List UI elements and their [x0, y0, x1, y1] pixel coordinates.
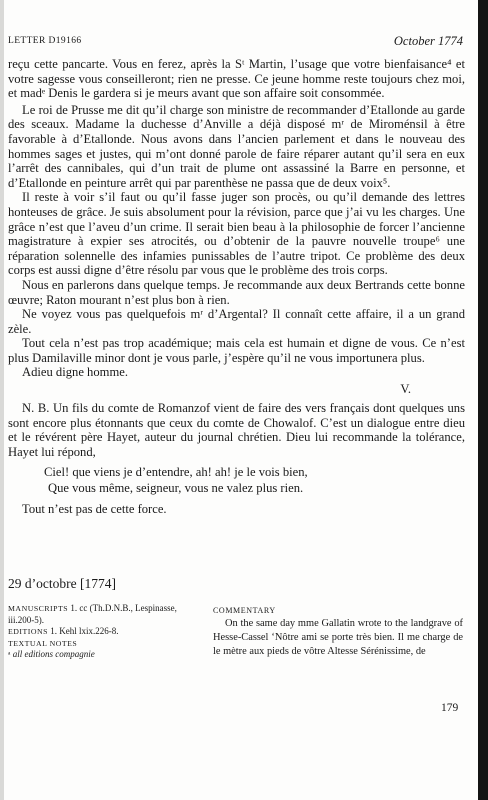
postscript-paragraph: N. B. Un fils du comte de Romanzof vient de faire des vers français dont quelques uns sont encore plus étonnants que ceux du comte de Chowalof. C’est un dialogue entre dieu et le révérent père Hayet, auteur du journal chrétien. Dieu lui recommande la tolérance, Hayet lui répond, [8, 401, 465, 459]
verse-line-2: Que vous même, seigneur, vous ne valez plus rien. [48, 480, 304, 495]
signature: V. [400, 382, 411, 397]
paragraph-1: reçu cette pancarte. Vous en ferez, après la Sᵗ Martin, l’usage que votre bienfaisance⁴ et votre sagesse vous conseilleront; rien ne presse. Ce jeune homme reste toujours chez moi, et madᵉ Denis le gardera si je meurs avant que son affaire soit consommée. [8, 57, 465, 101]
textual-notes-label: TEXTUAL NOTES [8, 638, 78, 648]
manuscripts-label: MANUSCRIPTS [8, 604, 69, 613]
book-page [8, 0, 474, 800]
editions-entry [8, 626, 193, 638]
editions-label: EDITIONS [8, 627, 48, 637]
textual-notes-heading [8, 638, 193, 650]
paragraph-7: Adieu digne homme. [22, 365, 128, 380]
manuscripts-entry [8, 603, 193, 626]
paragraph-2: Le roi de Prusse me dit qu’il charge son ministre de recommander d’Etallonde au garde des sceaux. Madame la duchesse d’Anville a déjà disposé mʳ de Miroménsil à être favorable à d’Etallonde. Nous avons dans l’ancien parlement et dans le nouveau des hommes sages et justes, qui m’ont donné parole de faire réparer autant qu’il sera en eux l’arrêt des cannibales, qui d’un trait de plume ont assassiné la Barre en personne, et d’Etallonde en peinture arrêt qui par parenthèse ne passa que de deux voix⁵. [8, 102, 465, 190]
critical-apparatus [8, 603, 193, 661]
paragraph-5: Ne voyez vous pas quelquefois mʳ d’Argental? Il connaît cette affaire, il a un grand zèle. [8, 307, 465, 336]
letter-body [8, 57, 465, 517]
textual-note-a [8, 649, 193, 661]
manuscripts-text: 1. cc (Th.D.N.B., Lespinasse, iii.200-5). [8, 603, 177, 625]
closing-line: Tout n’est pas de cette force. [22, 502, 167, 517]
note-a-text: all editions compagnie [12, 649, 95, 660]
scan-left-edge [0, 0, 4, 800]
note-a-marker: ᵃ [8, 649, 11, 660]
page-number: 179 [441, 702, 459, 714]
paragraph-4: Nous en parlerons dans quelque temps. Je recommande aux deux Bertrands cette bonne œuvre; Raton mourant n’est plus bon à rien. [8, 277, 465, 307]
verse-line-1: Ciel! que viens je d’entendre, ah! ah! je le vois bien, [44, 465, 308, 480]
scan-right-edge [478, 0, 488, 800]
commentary-text: On the same day mme Gallatin wrote to the landgrave of Hesse-Cassel ‘Nôtre ami se porte très bien. Il me charge de le mètre aux pieds de vôtre Altesse Sérénissime, de [213, 618, 463, 657]
commentary-heading: COMMENTARY [213, 606, 276, 615]
commentary-section [213, 606, 463, 659]
running-head-date: October 1774 [393, 34, 463, 48]
paragraph-3: Il reste à voir s’il faut ou qu’il fasse juger son procès, ou qu’il demande des lettres honteuses de grâce. Je suis absolument pour la révision, parce que j’ai vu les charges. Une grâce n’est que l’aveu d’un crime. Il serait bien beau à la philosophie de forcer l’ancienne magistrature à expier ses atrocités, ou d’obtenir de la pauvre nouvelle troupe⁶ une réparation solennelle des infamies punissables de l’autre tripot. Ce problème des deux corps est aussi digne d’être résolu par vous que le problème des trois corps. [8, 190, 465, 278]
running-head [8, 34, 463, 50]
running-head-letter-number: LETTER D19166 [8, 36, 82, 46]
editions-text: 1. Kehl lxix.226-8. [50, 626, 119, 637]
next-letter-date: 29 d’octobre [1774] [8, 576, 116, 591]
paragraph-6: Tout cela n’est pas trop académique; mais cela est humain et digne de vous. Ce n’est plus Damilaville minor dont je vous parle, j’espère qu’il ne vous importunera plus. [8, 336, 465, 365]
verse-block [44, 465, 465, 496]
